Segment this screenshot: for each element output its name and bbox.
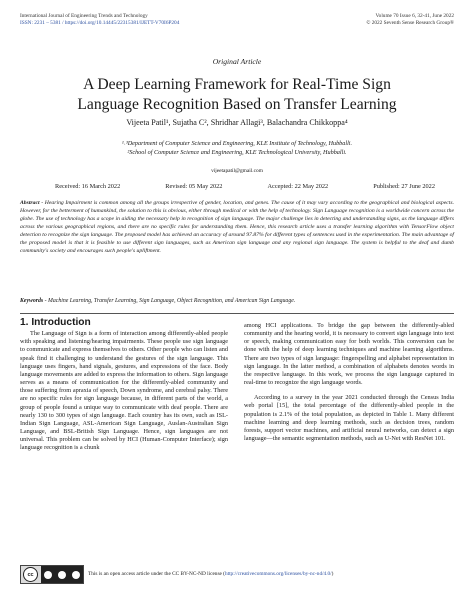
keywords-text: - Machine Learning, Transfer Learning, Sign Language, Object Recognition, and American Sign Language. bbox=[43, 298, 296, 304]
intro-paragraph-3: According to a survey in the year 2021 conducted through the Census India web portal [15], the total percentage of the differently-abled people in the population is 2.1% of the total population, as depicted in Table 1. Many different machine learning and deep learning methods, such as decision trees, random forests, support vector machines, and artificial neural networks, can detect a sign language—the semantic segmentation methods, such as U-Net with ResNet 101. bbox=[244, 394, 454, 443]
date-published: Published: 27 June 2022 bbox=[373, 183, 435, 190]
date-received: Received: 16 March 2022 bbox=[55, 183, 121, 190]
journal-name: International Journal of Engineering Trends and Technology bbox=[20, 13, 148, 19]
authors: Vijeeta Patil¹, Sujatha C², Shridhar Allagi³, Balachandra Chikkoppa⁴ bbox=[126, 118, 348, 127]
abstract bbox=[20, 199, 454, 255]
cc-license-badge[interactable] bbox=[20, 565, 84, 584]
cc-icon: cc bbox=[23, 567, 38, 582]
intro-paragraph-2: among HCI applications. To bridge the gap between the differently-abled community and the hearing world, it is necessary to convert sign language into text or speech, making communication easy for both worlds. This conversion can be done with the help of deep learning techniques and machine learning algorithms. There are two types of sign language: fingerspelling and alphabet representation in sign language. In the latter method, a combination of alphabets denotes words in the respective language. In this work, we process the sign language captured in real-time to recognize the sign language words. bbox=[244, 322, 454, 387]
affiliation-2: ²School of Computer Science and Engineering, KLE Technological University, Hubballi. bbox=[127, 149, 347, 157]
date-revised: Revised: 05 May 2022 bbox=[165, 183, 223, 190]
title-line-1: A Deep Learning Framework for Real-Time Sign bbox=[83, 76, 391, 93]
volume-header bbox=[280, 13, 454, 26]
abstract-text: - Hearing Impairment is common among all the groups irrespective of gender, location, and genes. The cause of it may vary according to the geographical and biological aspects. However, for the betterment of humankind, the solution to this is obvious, either through medical or with the help of technology. Sign Language recognition is a worldwide concern across the globe. The use of technology has a scope in aiding the necessary help in recognition of sign language. The major challenge lies in detecting and understanding signs, as the language differs across the various geographical regions, and there are no specific rules for understanding them. Hence, this research article uses a transfer learning algorithm with TensorFlow object detection to recognize the sign language. The proposed model has achieved an accuracy of around 97.87% for different types of sentences used in the experimentation. The main advantage of the proposed model is that it is feasible to use different sign languages, such as American sign language and any regional sign language. The system is helpful to the deaf and dumb community's society and encourages such people's upliftment. bbox=[20, 200, 455, 255]
by-attribution-icon bbox=[44, 571, 52, 579]
left-column bbox=[20, 319, 228, 453]
affiliation-1: ¹˒³Department of Computer Science and Engineering, KLE Institute of Technology, Hubballi. bbox=[121, 140, 353, 147]
article-type: Original Article bbox=[212, 57, 262, 66]
issn-doi[interactable]: ISSN: 2231 – 5381 / https://doi.org/10.14445/22315381/IJETT-V70I6P204 bbox=[20, 19, 180, 26]
noderivatives-icon bbox=[72, 571, 80, 579]
corresponding-email[interactable]: vijeetapatil@gmail.com bbox=[211, 168, 263, 174]
title-line-2: Language Recognition Based on Transfer Learning bbox=[77, 95, 397, 113]
affiliations bbox=[0, 139, 474, 158]
keywords bbox=[20, 297, 454, 305]
license-end: ) bbox=[331, 571, 334, 577]
paper-title bbox=[0, 75, 474, 114]
right-column bbox=[244, 322, 454, 443]
copyright: © 2022 Seventh Sense Research Group® bbox=[366, 19, 454, 26]
date-accepted: Accepted: 22 May 2022 bbox=[267, 183, 329, 190]
divider-rule bbox=[20, 313, 454, 314]
intro-paragraph-1: The Language of Sign is a form of interaction among differently-abled people with speaking and listening/hearing impairments. These people use sign language to communicate and express themselves to others. Other people who can listen and speak find it challenging to understand the gestures of the sign language. This language uses fingers, hand signals, gestures, and expressions of the face. Body language movements are added to express the information to others. Sign language serves as a means of communication for the differently-abled community and those suffering from apraxia of speech, Down syndrome, and cerebral palsy. There are no specific rules for sign language because, in different parts of the world, a group of people found a unique way to communicate with deaf people. There are nearly 130 to 300 types of sign language. Each country has its own, such as ISL-Indian Sign Language, ASL-American Sign Language, Auslan-Australian Sign Language, and BSL-British Sign Language. Hence, sign languages are not universal. This problem can be solved by HCI (Human-Computer Interface); sign language recognition is a chunk bbox=[20, 330, 228, 452]
keywords-label: Keywords bbox=[20, 298, 44, 304]
abstract-label: Abstract bbox=[20, 200, 40, 206]
journal-header bbox=[20, 13, 280, 26]
section-heading: 1. Introduction bbox=[20, 317, 91, 328]
license-footer bbox=[88, 571, 333, 578]
article-dates bbox=[55, 183, 435, 190]
noncommercial-icon bbox=[58, 571, 66, 579]
license-link[interactable]: http://creativecommons.org/licenses/by-nc-nd/4.0/ bbox=[224, 571, 332, 577]
license-text: This is an open access article under the CC BY-NC-ND license ( bbox=[88, 571, 225, 577]
volume-info: Volume 70 Issue 6, 32-41, June 2022 bbox=[375, 13, 454, 19]
